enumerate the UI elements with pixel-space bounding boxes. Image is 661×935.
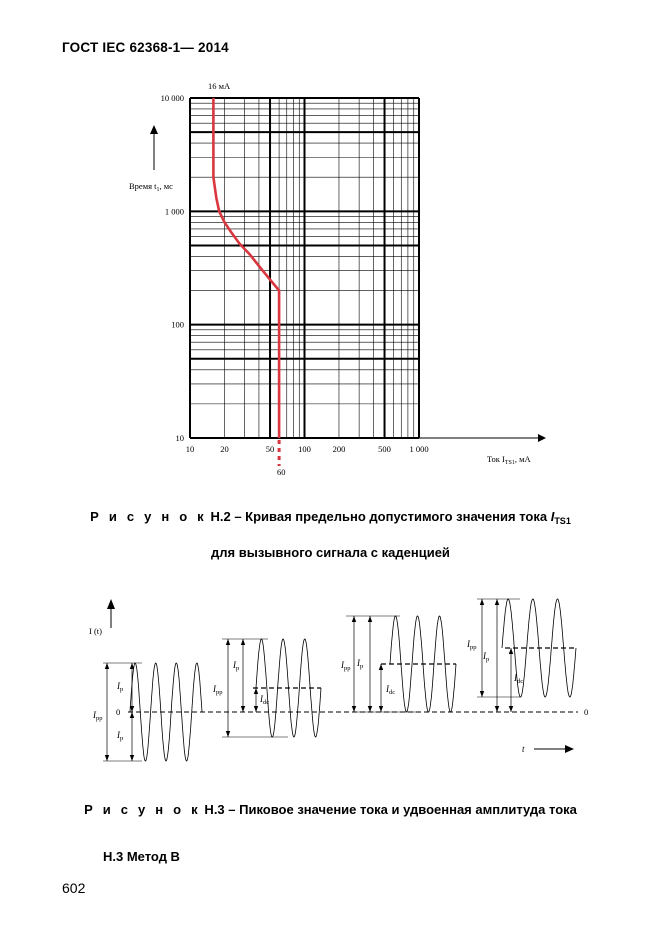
h3-dim-label [116, 730, 123, 742]
h3-arrowhead [509, 706, 513, 712]
caption-h3-lead: Р и с у н о к [84, 802, 201, 817]
x-axis-label-unit: , мА [514, 454, 531, 464]
h3-t-label: t [522, 744, 525, 754]
x-tick-label: 20 [220, 444, 229, 454]
h3-arrowhead [480, 691, 484, 697]
caption-h2-line2: для вызывного сигнала с каденцией [211, 545, 450, 560]
h3-dim-label-main: I [341, 660, 344, 670]
h3-arrowhead [241, 639, 245, 645]
h3-arrowhead [130, 712, 134, 718]
h3-arrowhead [226, 639, 230, 645]
caption-h2-text: Н.2 – Кривая предельно допустимого значения тока [206, 509, 551, 524]
h3-dim-label-main: I [357, 658, 360, 668]
h3-dimensions [103, 599, 576, 761]
y-axis-label-unit: , мс [159, 181, 173, 191]
x-tick-label: 10 [185, 444, 195, 454]
x-axis-label-sub: TS1 [504, 460, 515, 466]
h3-dim-label-main: I [93, 710, 96, 720]
y-tick-label: 10 000 [160, 93, 184, 103]
x-tick-label: 50 [265, 444, 275, 454]
y-tick-label: 10 [175, 433, 184, 443]
h3-dim-label-main: I [213, 684, 216, 694]
h3-dim-label-main: I [467, 639, 470, 649]
h3-arrowhead [495, 599, 499, 605]
h3-arrowhead [105, 663, 109, 669]
h3-dim-label-main: I [117, 730, 120, 740]
caption-h3 [0, 802, 661, 817]
h3-dim-label [513, 673, 523, 685]
caption-h3-text: Н.3 – Пиковое значение тока и удвоенная амплитуда тока [200, 802, 577, 817]
h3-arrowhead [226, 731, 230, 737]
y-tick-label: 100 [171, 319, 184, 330]
h3-arrowhead [130, 663, 134, 669]
h3-dim-label [232, 660, 239, 672]
h3-dim-label-sub: pp [344, 665, 351, 672]
h3-arrowhead [241, 706, 245, 712]
h3-arrowhead [495, 706, 499, 712]
x-tick-label: 500 [378, 444, 391, 454]
h3-dim-label-main: I [386, 684, 389, 694]
h3-dim-label [356, 658, 363, 670]
h3-arrowhead [254, 706, 258, 712]
x-tick-label: 1 000 [409, 444, 429, 454]
document-header: ГОСТ IEC 62368-1— 2014 [62, 40, 229, 55]
h3-arrowhead [105, 755, 109, 761]
h3-dim-label-sub: dc [389, 689, 396, 696]
h3-dim-label-main: I [514, 673, 517, 683]
h3-dim-label-sub: p [236, 665, 240, 672]
h3-dim-label-sub: p [120, 735, 124, 742]
x-axis-label-main: Ток I [487, 454, 505, 464]
h3-dim-label-sub: p [120, 686, 124, 693]
h3-dim-label [340, 660, 351, 672]
h3-dim-label [212, 684, 223, 696]
h3-dim-label-sub: pp [470, 644, 477, 651]
h3-arrowhead [130, 755, 134, 761]
x-tick-label: 200 [332, 444, 346, 454]
h3-dim-label [482, 651, 489, 663]
h3-dim-label [116, 681, 123, 693]
h3-arrowhead [254, 688, 258, 694]
y-tick-label: 1 000 [164, 206, 184, 217]
caption-h2-lead: Р и с у н о к [90, 509, 207, 524]
h3-dim-label [385, 684, 395, 696]
h3-waveforms [130, 599, 576, 761]
x-tick-label: 100 [298, 444, 311, 454]
h3-dim-label-main: I [233, 660, 236, 670]
h3-dim-label-sub: dc [517, 678, 524, 685]
h3-y-label: I (t) [89, 626, 102, 636]
annotation-16ma: 16 мА [208, 81, 231, 91]
h3-t-arrow [565, 745, 574, 753]
h3-dim-label [92, 710, 103, 722]
h3-arrowhead [379, 664, 383, 670]
h3-arrowhead [368, 706, 372, 712]
h3-arrowhead [352, 706, 356, 712]
h3-dim-label-main: I [117, 681, 120, 691]
h3-arrowhead [352, 616, 356, 622]
caption-h2-var: I [550, 509, 555, 524]
h3-zero-label: 0 [116, 707, 121, 717]
h3-y-axis-arrow [107, 599, 115, 609]
h3-dim-label [466, 639, 477, 651]
h3-zero-label-right: 0 [584, 707, 589, 717]
h3-arrowhead [368, 616, 372, 622]
h3-arrowhead [509, 648, 513, 654]
h3-dim-label-main: I [260, 694, 263, 704]
h3-dim-label-main: I [483, 651, 486, 661]
h3-arrowhead [480, 599, 484, 605]
h3-dim-label-sub: p [360, 663, 364, 670]
y-axis-label-main: Время t [129, 181, 157, 191]
y-axis-label-sub: 1 [156, 187, 160, 193]
section-title: Н.3 Метод В [103, 849, 180, 864]
h3-dim-label-sub: pp [96, 715, 103, 722]
annotation-60: 60 [277, 467, 286, 477]
h3-dim-label-sub: pp [216, 689, 223, 696]
caption-h2-sub: TS1 [554, 516, 571, 526]
h3-dim-label-sub: dc [263, 699, 270, 706]
h3-arrowhead [379, 706, 383, 712]
h3-dim-label-sub: p [486, 656, 490, 663]
page-number: 602 [62, 880, 86, 896]
